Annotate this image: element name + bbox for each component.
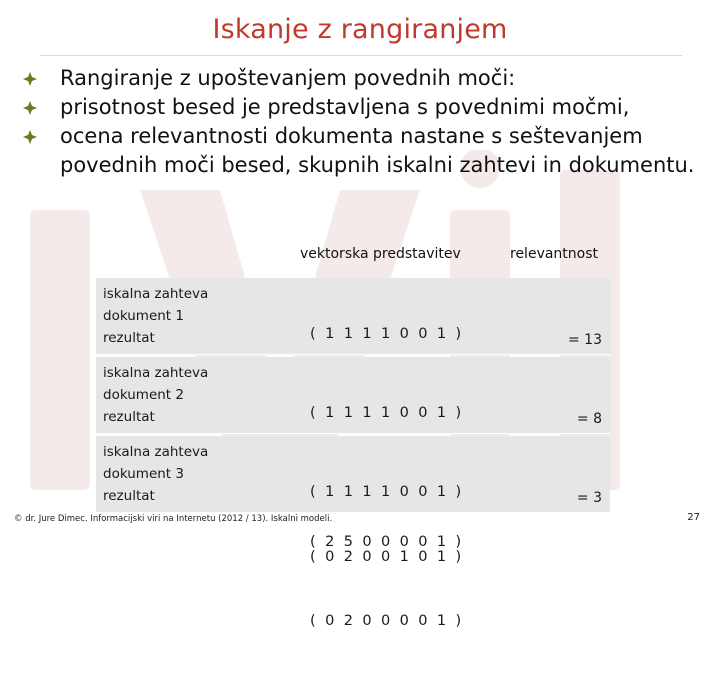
bullet-text: Rangiranje z upoštevanjem povednih moči: xyxy=(60,66,516,90)
bullet-item xyxy=(22,93,702,122)
vector-query: ( 1 1 1 1 0 0 1 ) xyxy=(310,405,464,421)
slide-title: Iskanje z rangiranjem xyxy=(212,14,508,45)
diamond-bullet-icon xyxy=(22,129,38,145)
footer-credit: © dr. Jure Dimec. Informacijski viri na Internetu (2012 / 13). Iskalni modeli. xyxy=(14,514,333,524)
header-relevance: relevantnost xyxy=(510,246,599,262)
label-document: dokument 1 xyxy=(103,308,184,324)
vector-query: ( 1 1 1 1 0 0 1 ) xyxy=(310,326,464,342)
page-number: 27 xyxy=(687,512,700,523)
title-divider xyxy=(40,55,682,56)
label-result: rezultat xyxy=(103,488,155,504)
label-query: iskalna zahteva xyxy=(103,444,209,460)
relevance-score: = 8 xyxy=(576,411,602,427)
label-result: rezultat xyxy=(103,409,155,425)
vector-document: ( 0 2 0 0 1 0 1 ) xyxy=(310,548,464,565)
diamond-bullet-icon xyxy=(22,71,38,87)
bullet-text: prisotnost besed je predstavljena s povednimi močmi, xyxy=(60,95,630,119)
row-labels xyxy=(103,441,208,507)
bullet-item xyxy=(22,64,702,93)
label-document: dokument 2 xyxy=(103,387,184,403)
row-labels xyxy=(103,283,208,349)
relevance-score: = 13 xyxy=(568,332,602,348)
label-document: dokument 3 xyxy=(103,466,184,482)
vector-result: ( 0 2 0 0 0 0 1 ) xyxy=(310,613,464,629)
vector-result: ( 2 5 0 0 0 0 1 ) xyxy=(310,534,464,550)
table-header xyxy=(96,238,610,276)
bullet-list xyxy=(22,64,702,180)
label-query: iskalna zahteva xyxy=(103,286,209,302)
label-result: rezultat xyxy=(103,330,155,346)
diamond-bullet-icon xyxy=(22,100,38,116)
vector-query: ( 1 1 1 1 0 0 1 ) xyxy=(310,484,464,500)
header-vector: vektorska predstavitev xyxy=(300,246,461,262)
bullet-item xyxy=(22,122,702,180)
bullet-text: ocena relevantnosti dokumenta nastane s seštevanjem povednih moči besed, skupnih iskalni zahtevi in dokumentu. xyxy=(60,124,695,177)
row-vectors xyxy=(310,439,464,676)
row-labels xyxy=(103,362,208,428)
relevance-score: = 3 xyxy=(576,490,602,506)
table-group-1 xyxy=(96,278,610,355)
label-query: iskalna zahteva xyxy=(103,365,209,381)
